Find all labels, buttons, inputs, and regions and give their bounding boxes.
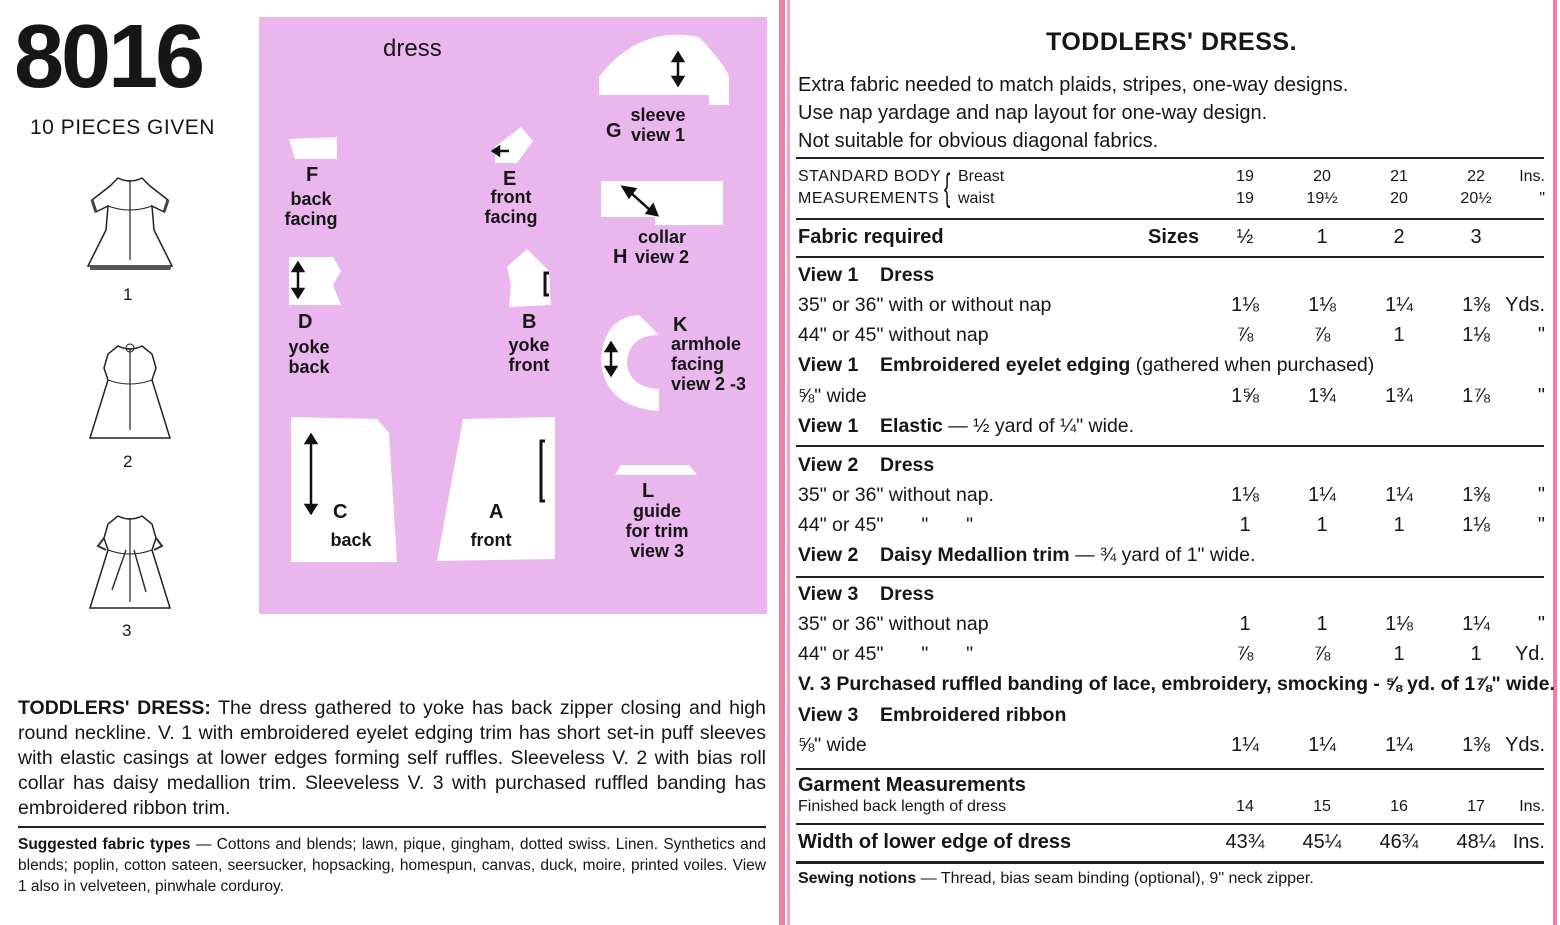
divider [796,576,1544,578]
view-3-sketch [82,510,178,620]
waist-value-3: 20 [1390,190,1408,207]
piece-letter-b: B [522,311,537,333]
size-value-2: 1 [1316,226,1328,248]
fabric-value-2: 1¼ [1308,484,1336,506]
fabric-value-4: 1⅜ [1462,484,1490,506]
fabric-value-1: 1⅛ [1231,484,1259,506]
divider [18,826,766,828]
fabric-value-4: 1⅞ [1462,385,1490,407]
pieces-given-label: 10 PIECES GIVEN [30,116,215,139]
divider [796,768,1544,770]
pieces-heading: dress [383,35,442,62]
piece-label-a: front [470,530,512,550]
fabric-value-2: ⅞ [1313,643,1331,665]
fabric-value-3: 1 [1393,643,1405,665]
back-length-value-4: 17 [1467,798,1485,815]
divider [796,861,1544,864]
suggested-fabrics-text: — Cottons and blends; lawn, pique, gingham, dotted swiss. Linen. Synthetics and blends; poplin, cotton sateen, seersucker, hopsacking, homespun, canvas, duck, moire, printed voiles. View 1 also in velveteen, pinwhale corduroy. [18,836,766,895]
fabric-row-label: View 1 Dress [798,264,935,286]
piece-letter-a: A [489,501,504,523]
body-unit-2: " [1539,190,1545,207]
fabric-row-unit: Yds. [1505,734,1546,756]
fabric-row-note: — ¾ yard of 1" wide. [1069,544,1256,566]
piece-label-h: collar view 2 [634,227,690,267]
divider [796,157,1544,159]
fabric-row-unit: " [1537,613,1545,635]
view-number-2: 2 [123,452,133,471]
page-divider-inner [787,0,790,925]
fabric-value-3: 1¾ [1385,385,1413,407]
fabric-row-label: View 1 Elastic — ½ yard of ¼" wide. [798,415,1135,437]
breast-value-2: 20 [1313,168,1331,185]
fabric-value-4: 1⅛ [1462,514,1490,536]
pattern-number: 8016 [14,7,203,107]
divider [796,256,1544,258]
sewing-notions [798,870,1314,888]
fabric-row-label: View 2 Daisy Medallion trim — ¾ yard of 1" wide. [798,544,1256,566]
back-length-value-3: 16 [1390,798,1408,815]
piece-label-e: front facing [484,187,538,227]
style-description [18,696,766,821]
body-label-1: STANDARD BODY [798,168,942,185]
divider [796,218,1544,220]
fabric-row-label: 35" or 36" without nap [798,613,989,635]
fabric-row-label: 35" or 36" without nap. [798,484,994,506]
fabric-value-2: 1¼ [1308,734,1336,756]
lower-edge-value-1: 43¾ [1225,831,1265,853]
piece-letter-h: H [613,246,628,268]
fabric-row-unit: " [1537,324,1545,346]
fabric-row-unit: Yds. [1505,294,1546,316]
fabric-row-unit: " [1537,514,1545,536]
fabric-row-note: (gathered when purchased) [1130,354,1375,376]
fabric-value-2: 1⅛ [1308,294,1336,316]
fabric-value-1: 1¼ [1231,734,1259,756]
back-length-label: Finished back length of dress [798,798,1007,815]
suggested-fabrics-lead: Suggested fabric types [18,836,191,853]
piece-label-c: back [330,530,372,550]
fabric-value-3: 1¼ [1385,294,1413,316]
fabric-row-unit: " [1537,385,1545,407]
fabric-value-2: 1 [1316,613,1328,635]
fabric-value-1: 1 [1239,613,1251,635]
lower-edge-value-4: 48¼ [1456,831,1496,853]
back-length-value-2: 15 [1313,798,1331,815]
piece-label-d: yoke back [288,337,330,377]
sizes-label: Sizes [1148,226,1200,248]
fabric-value-1: 1⅝ [1231,385,1259,407]
piece-letter-l: L [642,480,655,502]
lower-edge-value-2: 45¼ [1302,831,1342,853]
fabric-note-2: Use nap yardage and nap layout for one-way design. [798,102,1268,124]
back-length-unit: Ins. [1519,798,1545,815]
fabric-value-4: 1⅜ [1462,734,1490,756]
waist-value-2: 19½ [1306,190,1338,207]
piece-letter-k: K [673,314,688,336]
piece-letter-e: E [503,168,517,190]
sewing-notions-text: — Thread, bias seam binding (optional), 9" neck zipper. [916,870,1314,887]
piece-letter-g: G [606,120,622,142]
fabric-value-1: ⅞ [1236,643,1254,665]
size-value-1: ½ [1236,226,1254,248]
style-description-lead: TODDLERS' DRESS: [18,697,211,719]
back-length-value-1: 14 [1236,798,1254,815]
view-number-3: 3 [122,621,132,640]
fabric-row-label: ⅝" wide [798,385,867,407]
fabric-value-2: 1 [1316,514,1328,536]
fabric-value-4: 1¼ [1462,613,1490,635]
body-label-2: MEASUREMENTS [798,190,940,207]
view-1-sketch [80,170,180,280]
pattern-pieces-panel [259,17,767,614]
view-number-1: 1 [123,285,133,304]
fabric-row-label: V. 3 Purchased ruffled banding of lace, embroidery, smocking - ⅝ yd. of 1⅞" wide. [798,673,1555,695]
lower-edge-label: Width of lower edge of dress [798,831,1072,853]
fabric-required-label: Fabric required [798,226,944,248]
piece-label-k: armhole facing view 2 -3 [671,334,747,394]
sewing-notions-lead: Sewing notions [798,870,917,887]
piece-letter-c: C [333,501,348,523]
fabric-row-unit: Yd. [1514,643,1545,665]
fabric-value-3: 1 [1393,324,1405,346]
fabric-value-4: 1 [1470,643,1482,665]
breast-value-3: 21 [1390,168,1408,185]
piece-label-g: sleeve view 1 [630,105,686,145]
divider [796,445,1544,447]
suggested-fabrics [18,834,766,897]
waist-label: waist [958,190,995,207]
piece-label-f: back facing [284,189,338,229]
chart-title: TODDLERS' DRESS. [1046,28,1298,56]
fabric-row-label: View 2 Dress [798,454,935,476]
fabric-row-unit: " [1537,484,1545,506]
garment-heading: Garment Measurements [798,774,1026,796]
fabric-note-3: Not suitable for obvious diagonal fabrics. [798,130,1159,152]
fabric-row-label: 35" or 36" with or without nap [798,294,1052,316]
fabric-row-label: ⅝" wide [798,734,867,756]
size-value-3: 2 [1393,226,1405,248]
fabric-value-4: 1⅛ [1462,324,1490,346]
body-unit-1: Ins. [1519,168,1545,185]
brace: { [944,167,951,209]
waist-value-4: 20½ [1460,190,1492,207]
breast-value-1: 19 [1236,168,1254,185]
breast-value-4: 22 [1467,168,1485,185]
fabric-row-note: — ½ yard of ¼" wide. [942,415,1135,437]
fabric-value-3: 1⅛ [1385,613,1413,635]
fabric-value-3: 1¼ [1385,484,1413,506]
fabric-row-label: View 1 Embroidered eyelet edging (gathered when purchased) [798,354,1375,376]
piece-label-b: yoke front [508,335,550,375]
fabric-value-2: ⅞ [1313,324,1331,346]
waist-value-1: 19 [1236,190,1254,207]
piece-letter-d: D [298,311,313,333]
fabric-value-3: 1¼ [1385,734,1413,756]
style-description-text: The dress gathered to yoke has back zipper closing and high round neckline. V. 1 with embroidered eyelet edging trim has short set-in puff sleeves with elastic casings at lower edges forming self ruffles. Sleeveless V. 2 with bias roll collar has daisy medallion trim. Sleeveless V. 3 with purchased ruffled banding has embroidered ribbon trim. [18,697,766,819]
fabric-row-label: 44" or 45" " " [798,643,974,665]
divider [796,823,1544,825]
piece-letter-f: F [306,164,319,186]
fabric-value-4: 1⅜ [1462,294,1490,316]
fabric-row-label: View 3 Embroidered ribbon [798,704,1067,726]
view-2-sketch [82,340,178,450]
breast-label: Breast [958,168,1005,185]
fabric-value-1: 1⅛ [1231,294,1259,316]
fabric-value-1: 1 [1239,514,1251,536]
fabric-row-label: View 3 Dress [798,583,935,605]
fabric-row-label: 44" or 45" without nap [798,324,989,346]
piece-label-l: guide for trim view 3 [625,501,689,561]
size-value-4: 3 [1470,226,1482,248]
fabric-value-2: 1¾ [1308,385,1336,407]
fabric-row-label: 44" or 45" " " [798,514,974,536]
fabric-note-1: Extra fabric needed to match plaids, stripes, one-way designs. [798,74,1349,96]
page-edge [1553,0,1557,925]
page-divider [779,0,785,925]
lower-edge-value-3: 46¾ [1379,831,1419,853]
fabric-value-3: 1 [1393,514,1405,536]
lower-edge-unit: Ins. [1512,831,1545,853]
fabric-value-1: ⅞ [1236,324,1254,346]
